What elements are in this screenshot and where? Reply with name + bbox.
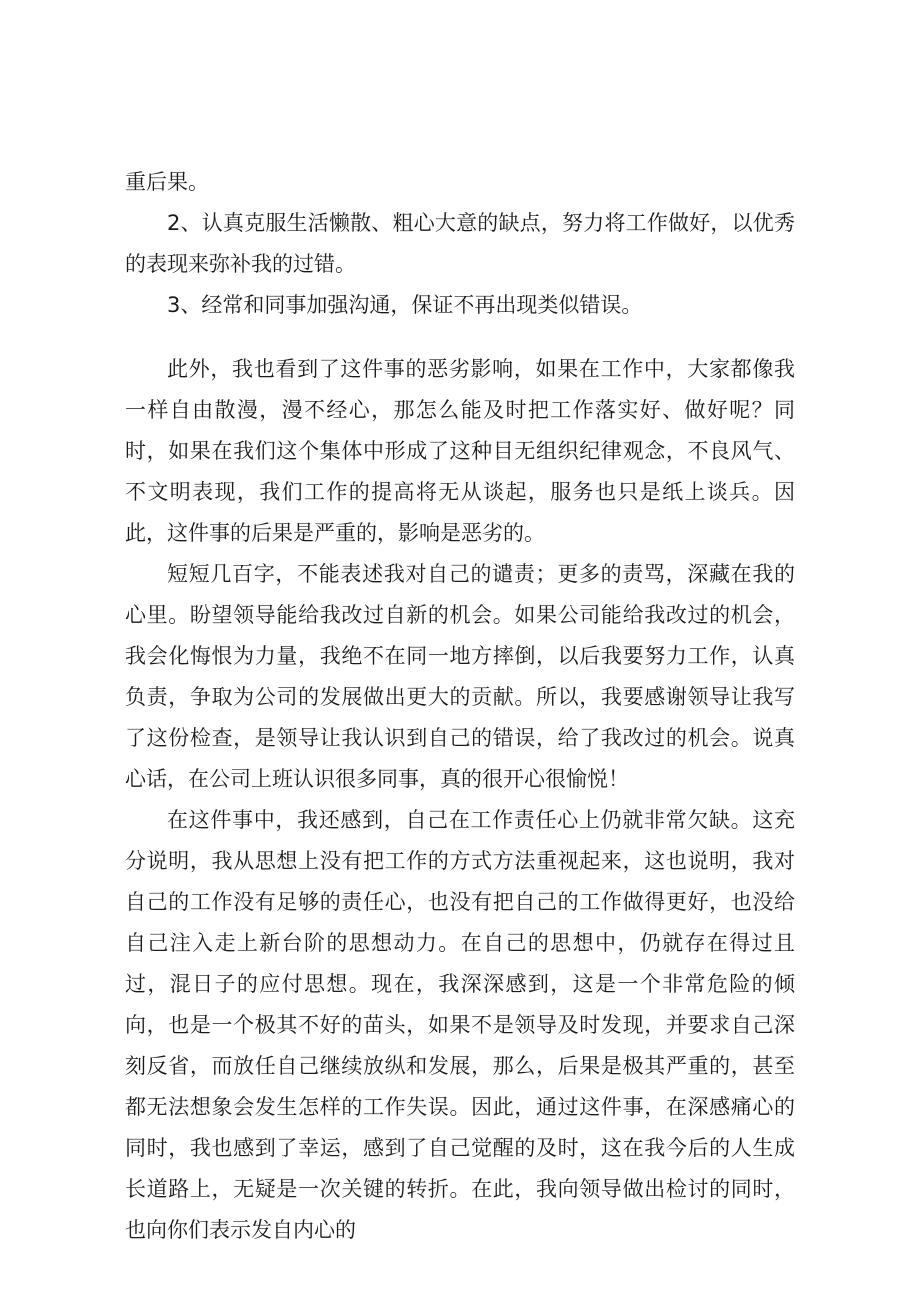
paragraph-responsibility: 在这件事中，我还感到，自己在工作责任心上仍就非常欠缺。这充分说明，我从思想上没有把工作的方式方法重视起来，这也说明，我对自己的工作没有足够的责任心，也没有把自己的工作做得更好，也没给自己注入走上新台阶的思想动力。在自己的思想中，仍就存在得过且过，混日子的应付思想。现在，我深深感到，这是一个非常危险的倾向，也是一个极其不好的苗头，如果不是领导及时发现，并要求自己深刻反省，而放任自己继续放纵和发展，那么，后果是极其严重的，甚至都无法想象会发生怎样的工作失误。因此，通过这件事，在深感痛心的同时，我也感到了幸运，感到了自己觉醒的及时，这在我今后的人生成长道路上，无疑是一次关键的转折。在此，我向领导做出检讨的同时，也向你们表示发自内心的: [125, 808, 795, 1242]
paragraph-item-2: 2、认真克服生活懒散、粗心大意的缺点，努力将工作做好，以优秀的表现来弥补我的过错。: [125, 211, 795, 276]
paragraph-self-reproach: 短短几百字，不能表述我对自己的谴责；更多的责骂，深藏在我的心里。盼望领导能给我改过自新的机会。如果公司能给我改过的机会，我会化悔恨为力量，我绝不在同一地方摔倒，以后我要努力工作，认真负责，争取为公司的发展做出更大的贡献。所以，我要感谢领导让我写了这份检查，是领导让我认识到自己的错误，给了我改过的机会。说真心话，在公司上班认识很多同事，真的很开心很愉悦！: [125, 562, 795, 791]
paragraph-impact: 此外，我也看到了这件事的恶劣影响，如果在工作中，大家都像我一样自由散漫，漫不经心，那怎么能及时把工作落实好、做好呢？同时，如果在我们这个集体中形成了这种目无组织纪律观念，不良风气、不文明表现，我们工作的提高将无从谈起，服务也只是纸上谈兵。因此，这件事的后果是严重的，影响是恶劣的。: [125, 357, 795, 545]
document-body: [125, 162, 795, 1251]
paragraph-continuation: 重后果。: [125, 170, 209, 194]
paragraph-item-3: 3、经常和同事加强沟通，保证不再出现类似错误。: [167, 293, 643, 317]
